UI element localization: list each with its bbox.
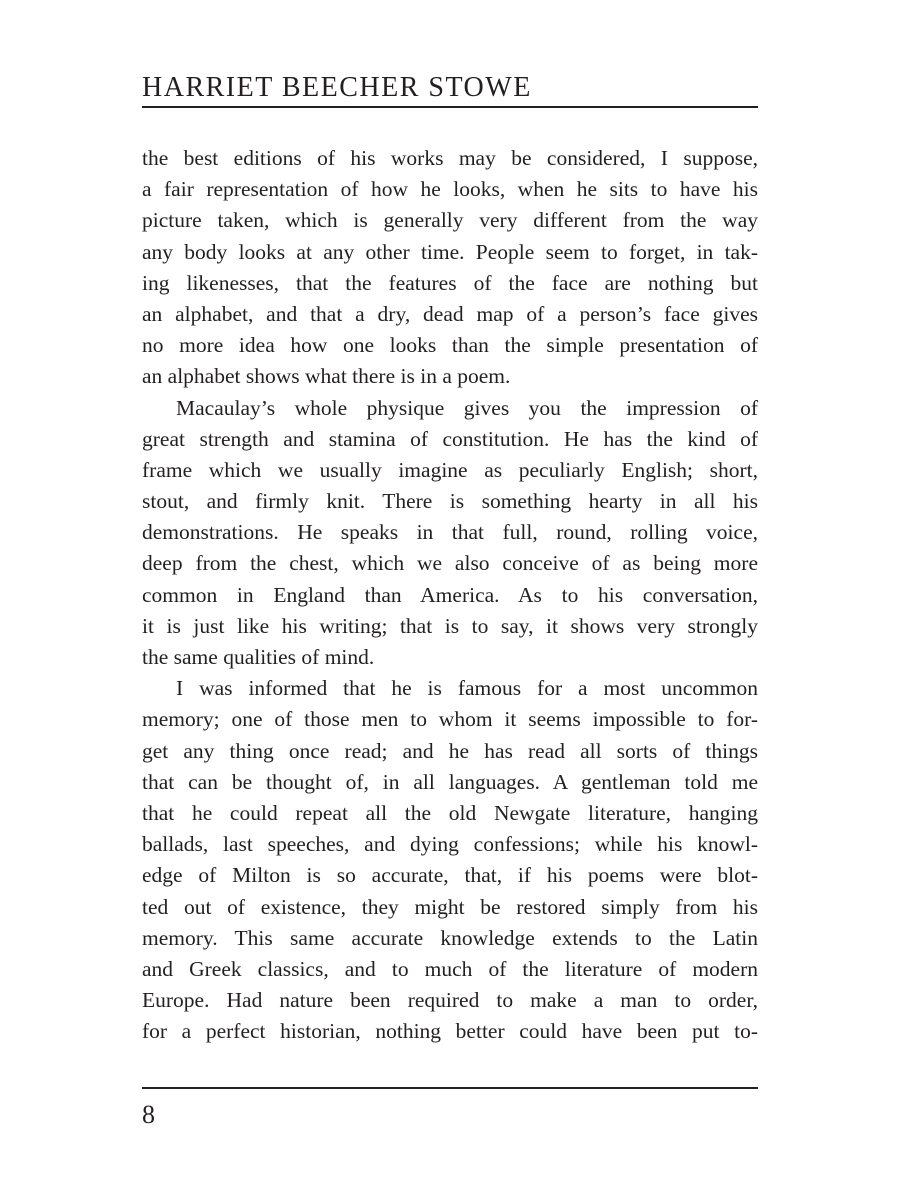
paragraph [142,393,758,674]
text-line: it is just like his writing; that is to say, it shows very strongly [142,613,758,638]
text-line: any body looks at any other time. People seem to forget, in tak- [142,239,758,264]
text-line: great strength and stamina of constitution. He has the kind of [142,426,758,451]
text-line: no more idea how one looks than the simple presentation of [142,333,758,358]
footer-rule [142,1087,758,1089]
paragraph [142,143,758,393]
text-line: and Greek classics, and to much of the literature of modern [142,956,758,981]
text-line: deep from the chest, which we also conceive of as being more [142,551,758,576]
text-line: the best editions of his works may be considered, I suppose, [142,146,758,170]
text-line: common in England than America. As to his conversation, [142,582,758,607]
text-line: stout, and firmly knit. There is something hearty in all his [142,489,758,514]
paragraph [142,673,758,1047]
text-line: memory. This same accurate knowledge extends to the Latin [142,925,758,950]
text-line: picture taken, which is generally very different from the way [142,208,758,233]
text-line: frame which we usually imagine as peculiarly English; short, [142,457,758,482]
text-line: an alphabet shows what there is in a poem. [142,364,511,389]
text-line: edge of Milton is so accurate, that, if his poems were blot- [142,863,758,888]
text-line: ing likenesses, that the features of the face are nothing but [142,270,758,295]
page-number: 8 [142,1100,155,1129]
text-line: demonstrations. He speaks in that full, round, rolling voice, [142,520,758,545]
header-rule [142,106,758,108]
text-line: get any thing once read; and he has read all sorts of things [142,738,758,763]
text-line: the same qualities of mind. [142,645,375,669]
text-line: ballads, last speeches, and dying confessions; while his knowl- [142,832,758,857]
text-line: that can be thought of, in all languages. A gentleman told me [142,769,758,794]
text-line: for a perfect historian, nothing better could have been put to- [142,1019,758,1044]
text-line: I was informed that he is famous for a most uncommon [176,676,758,701]
text-line: a fair representation of how he looks, when he sits to have his [142,177,758,202]
text-line: ted out of existence, they might be restored simply from his [142,894,758,919]
running-head: HARRIET BEECHER STOWE [142,72,532,103]
text-line: Europe. Had nature been required to make a man to order, [142,988,758,1013]
text-line: that he could repeat all the old Newgate literature, hanging [142,800,758,825]
text-line: Macaulay’s whole physique gives you the impression of [176,395,758,420]
text-line: memory; one of those men to whom it seems impossible to for- [142,707,758,732]
text-line: an alphabet, and that a dry, dead map of a person’s face gives [142,301,758,326]
body-text [142,143,758,1047]
